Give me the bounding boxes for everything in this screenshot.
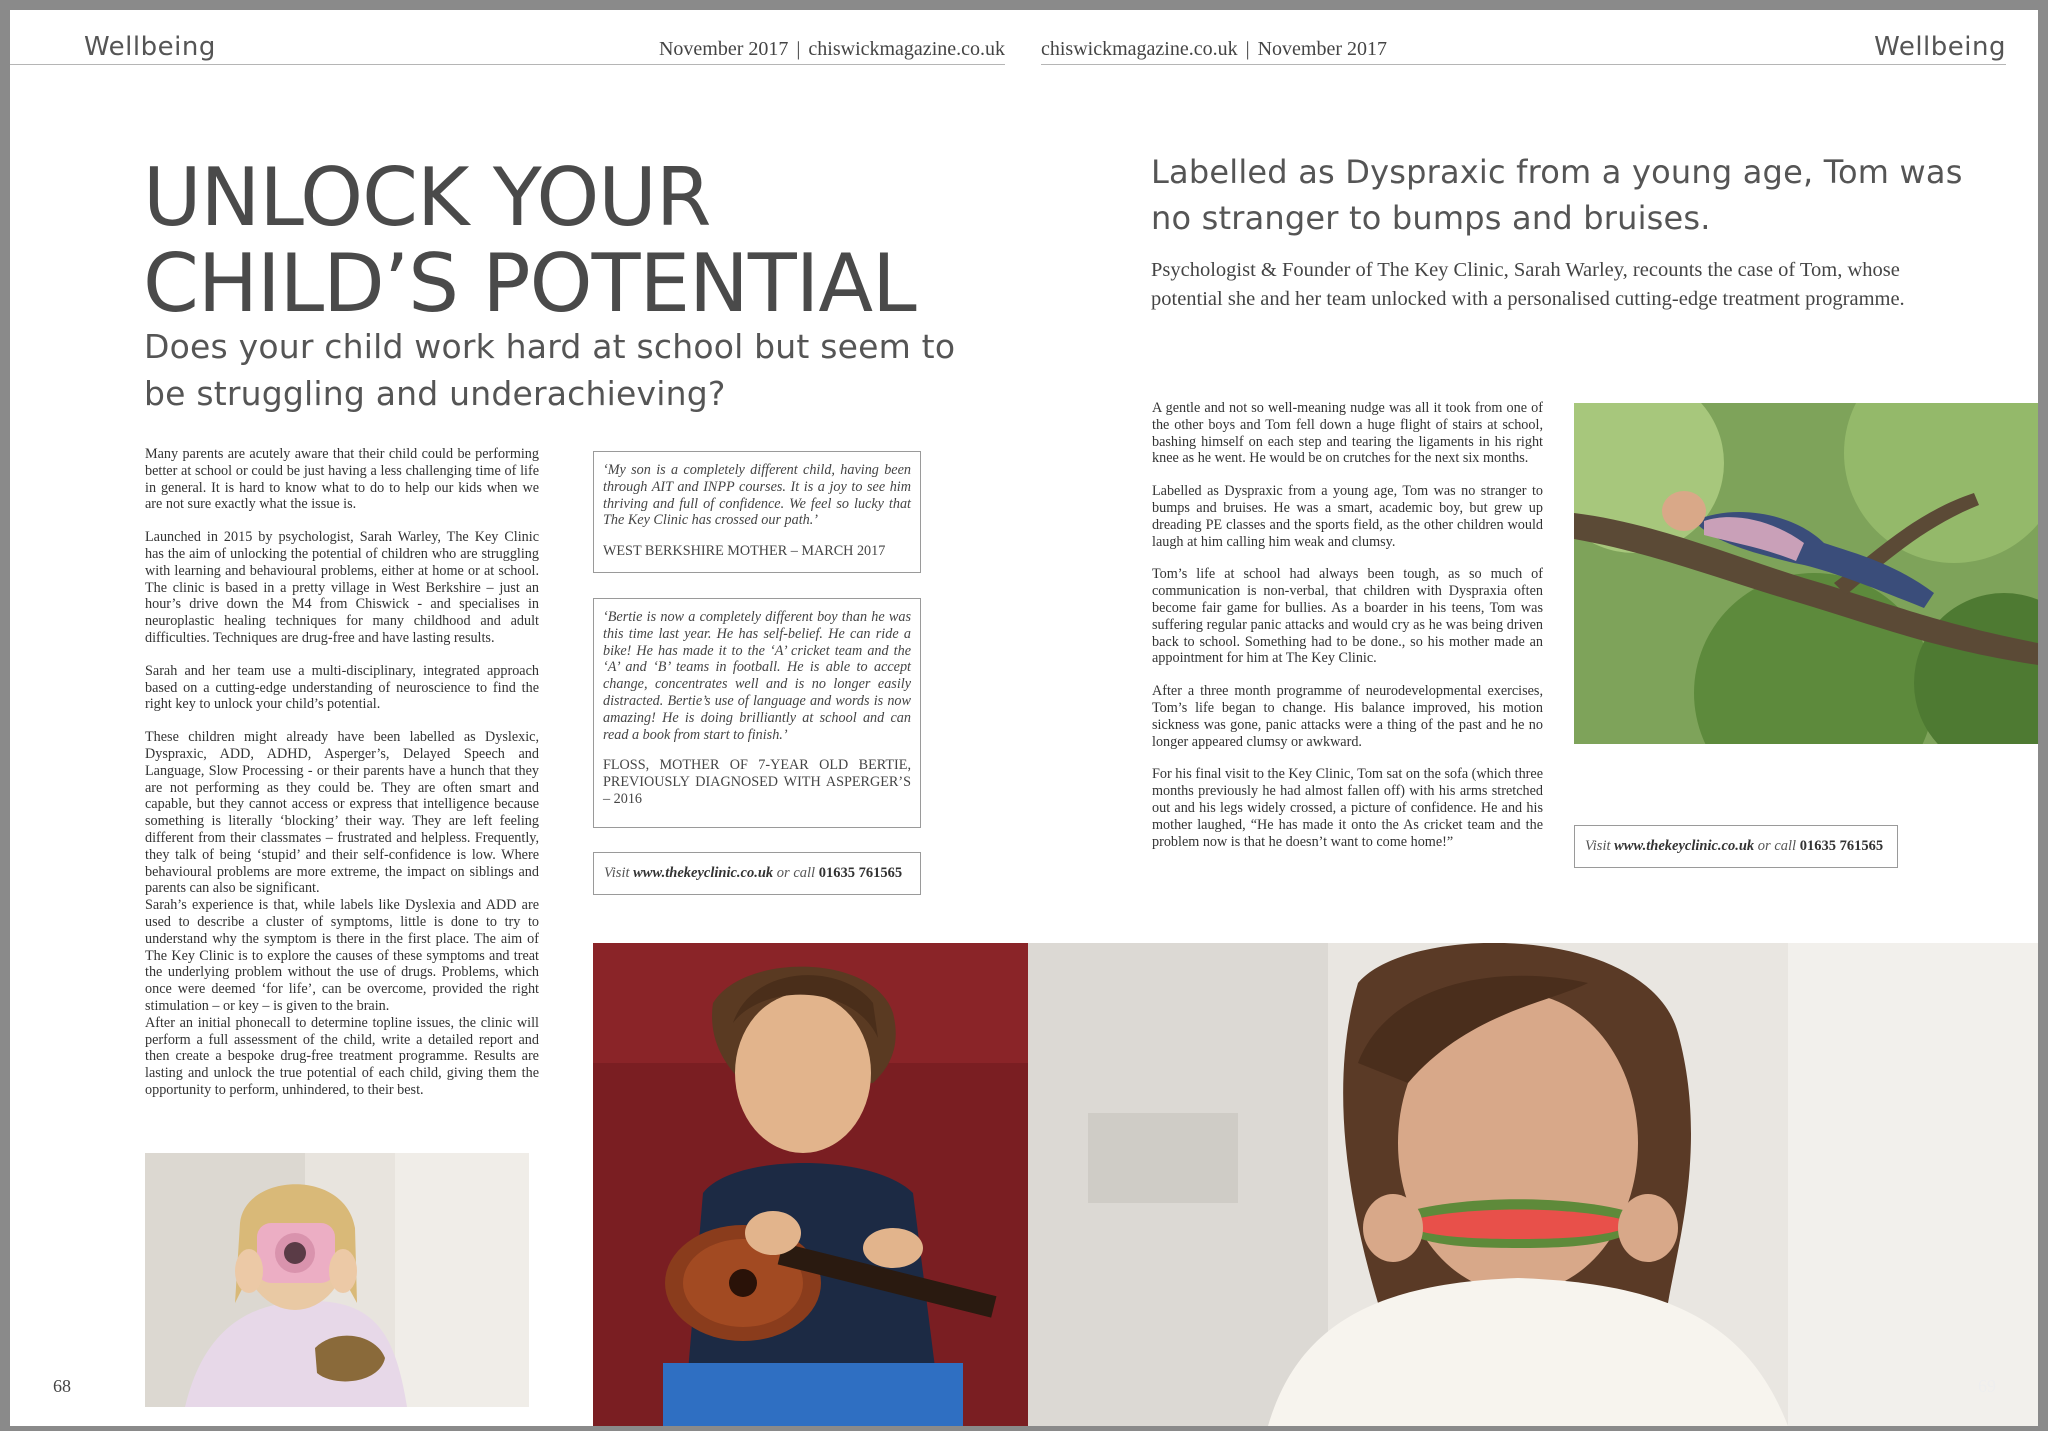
standfirst-line: be struggling and underachieving? xyxy=(144,374,726,413)
clinic-website-link[interactable]: www.thekeyclinic.co.uk xyxy=(1614,838,1755,854)
visit-prefix: Visit xyxy=(1585,838,1611,854)
body-paragraph: Launched in 2015 by psychologist, Sarah Warley, The Key Clinic has the aim of unlocking the potential of children who are struggling with learning and behavioural problems, either at home or at school. The clinic is based in a pretty village in West Berkshire – just an hour’s drive down the M4 from Chiswick - and specialises in neuroplastic healing techniques for many childhood and adult difficulties. Techniques are drug-free and have lasting results. xyxy=(145,529,539,646)
body-paragraph: After a three month programme of neurodevelopmental exercises, Tom’s life began to change. His balance improved, his motion sickness was gone, panic attacks were a thing of the past and he no longer appeared clumsy or awkward. xyxy=(1152,683,1543,750)
body-paragraph: After an initial phonecall to determine topline issues, the clinic will perform a full assessment of the child, write a detailed report and then create a bespoke drug-free treatment programme. Results are lasting and unlock the true potential of each child, giving them the opportunity to perform, unhindered, to their best. xyxy=(145,1014,539,1098)
body-paragraph: Sarah and her team use a multi-disciplinary, integrated approach based on a cutting-edge understanding of neuroscience to find the right key to unlock your child’s potential. xyxy=(145,662,539,713)
title-line: CHILD’S POTENTIAL xyxy=(143,237,916,330)
body-paragraph: These children might already have been labelled as Dyslexic, Dyspraxic, ADD, ADHD, Asperger’s, Delayed Speech and Language, Slow Processing - or their parents have a hunch that they are not performing as they could be. They are often smart and capable, but they cannot access or express that intelligence because something is literally ‘blocking’ their way. They are left feeling different from their classmates – frustrated and helpless. Frequently, they talk of being ‘stupid’ and their self-confidence is low. Where behavioural problems are more extreme, the impact on siblings and parents can also be significant. xyxy=(145,729,539,897)
issue-date: November 2017 xyxy=(1257,38,1388,60)
right-page xyxy=(1028,10,2038,1426)
standfirst-line: Does your child work hard at school but seem to xyxy=(144,327,956,366)
issue-date: November 2017 xyxy=(658,38,789,60)
body-paragraph: Tom’s life at school had always been tough, as so much of communication is non-verbal, that children with Dyspraxia often become fair game for bullies. As a boarder in his teens, Tom was suffering regular panic attacks and would cry as he was being driven back to school. Something had to be done., so his mother made an appointment for him at The Key Clinic. xyxy=(1152,566,1543,667)
header-issue-site xyxy=(659,38,1005,61)
section-label: Wellbeing xyxy=(84,32,216,62)
title-line: UNLOCK YOUR xyxy=(143,151,711,244)
visit-box xyxy=(1574,825,1898,868)
site-url: chiswickmagazine.co.uk xyxy=(1041,38,1238,60)
headline-line: no stranger to bumps and bruises. xyxy=(1151,199,1711,237)
page-number: 68 xyxy=(53,1376,71,1396)
visit-mid: or call xyxy=(1757,838,1797,854)
article-title xyxy=(143,151,916,330)
pull-headline xyxy=(1151,149,1963,241)
section-label: Wellbeing xyxy=(1874,32,2006,62)
left-body-column xyxy=(145,446,539,1099)
left-page xyxy=(10,10,1028,1426)
testimonial-box xyxy=(593,451,921,573)
photo-girl-with-camera xyxy=(145,1153,529,1407)
site-url: chiswickmagazine.co.uk xyxy=(808,38,1005,60)
header-issue-site xyxy=(1041,38,1387,61)
left-running-header xyxy=(10,28,1005,65)
testimonial-attribution: FLOSS, MOTHER OF 7-YEAR OLD BERTIE, PREVIOUSLY DIAGNOSED WITH ASPERGER’S – 2016 xyxy=(603,757,911,807)
body-paragraph: Labelled as Dyspraxic from a young age, Tom was no stranger to bumps and bruises. He was a smart, academic boy, but grew up dreading PE classes and the sports field, as the other children would laugh at him calling him weak and clumsy. xyxy=(1152,483,1543,550)
separator: | xyxy=(1245,38,1250,60)
photo-boy-on-tree-branch xyxy=(1574,403,2038,744)
clinic-phone: 01635 761565 xyxy=(818,865,903,881)
photo-girl-eating-watermelon xyxy=(1028,943,2038,1426)
testimonial-attribution: WEST BERKSHIRE MOTHER – MARCH 2017 xyxy=(603,543,886,560)
visit-mid: or call xyxy=(776,865,816,881)
testimonial-box xyxy=(593,598,921,828)
visit-box xyxy=(593,852,921,895)
page-number: 69 xyxy=(1978,1376,1996,1396)
separator: | xyxy=(796,38,801,60)
photo-boy-with-ukulele xyxy=(593,943,1028,1426)
body-paragraph: Sarah’s experience is that, while labels like Dyslexia and ADD are used to describe a cluster of symptoms, little is done to try to understand why the symptom is there in the first place. The aim of The Key Clinic is to explore the causes of these symptoms and treat the underlying problem without the use of drugs. Problems, which once were deemed ‘for life’, can be overcome, provided the right stimulation – or key – is given to the brain. xyxy=(145,897,539,1014)
clinic-phone: 01635 761565 xyxy=(1799,838,1884,854)
visit-prefix: Visit xyxy=(604,865,630,881)
right-running-header xyxy=(1041,28,2006,65)
body-paragraph: A gentle and not so well-meaning nudge was all it took from one of the other boys and Tom fell down a huge flight of stairs at school, bashing himself on each step and tearing the ligaments in his right knee as he went. He would be on crutches for the next six months. xyxy=(1152,400,1543,467)
standfirst xyxy=(144,323,955,417)
headline-line: Labelled as Dyspraxic from a young age, Tom was xyxy=(1151,153,1963,191)
testimonial-quote: ‘My son is a completely different child, having been through AIT and INPP courses. It is a joy to see him thriving and full of confidence. We feel so lucky that The Key Clinic has crossed our path.’ xyxy=(603,462,911,529)
body-paragraph: Many parents are acutely aware that their child could be performing better at school or could be just having a less challenging time of life in general. It is hard to know what to do to help our kids when we are not sure exactly what the issue is. xyxy=(145,446,539,513)
testimonial-quote: ‘Bertie is now a completely different boy than he was this time last year. He has self-belief. He can ride a bike! He has made it to the ‘A’ cricket team and the ‘A’ and ‘B’ teams in football. He is able to accept change, concentrates well and is no longer easily distracted. Bertie’s use of language and words is now amazing! He is doing brilliantly at school and can read a book from start to finish.’ xyxy=(603,609,911,743)
intro-paragraph: Psychologist & Founder of The Key Clinic, Sarah Warley, recounts the case of Tom, whose potential she and her team unlocked with a personalised cutting-edge treatment programme. xyxy=(1151,259,1905,310)
body-paragraph: For his final visit to the Key Clinic, Tom sat on the sofa (which three months previously he had almost fallen off) with his arms stretched out and his legs widely crossed, a picture of confidence. He and his mother laughed, “He has made it onto the As cricket team and the problem now is that he doesn’t want to come home!” xyxy=(1152,766,1543,850)
right-body-column xyxy=(1152,400,1543,866)
clinic-website-link[interactable]: www.thekeyclinic.co.uk xyxy=(633,865,774,881)
